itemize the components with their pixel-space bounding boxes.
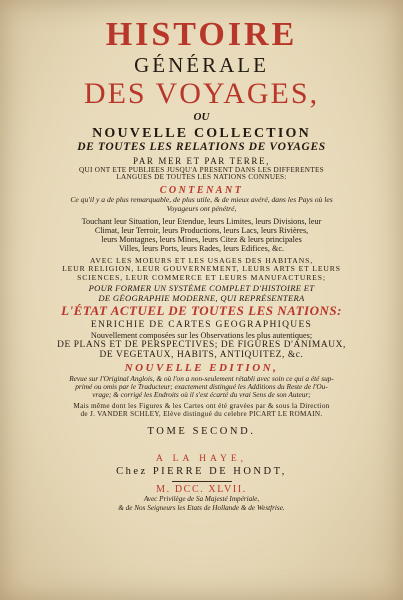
title-ou: OU bbox=[193, 111, 210, 124]
title-generale: GÉNÉRALE bbox=[134, 54, 269, 78]
imprint-publisher: Chez PIERRE DE HONDT, bbox=[116, 466, 287, 478]
tome-second: TOME SECOND. bbox=[147, 426, 256, 438]
pour-line-2: DE GÉOGRAPHIE MODERNE, QUI REPRÉSENTERA bbox=[98, 293, 305, 303]
imprint-rule bbox=[172, 481, 232, 482]
figures-line-2: de J. VANDER SCHLEY, Elève distingué du celebre PICART LE ROMAIN. bbox=[80, 410, 323, 418]
revue-line-1: Revue sur l'Original Anglois, & où l'on a non-seulement rétabli avec soin ce qui a été sup- bbox=[69, 374, 334, 383]
moeurs-line-1: AVEC LES MOEURS ET LES USAGES DES HABITANS, bbox=[89, 257, 314, 266]
revue-line-3: vrage; & corrigé les Endroits où il s'est écarté du vrai Sens de son Auteur; bbox=[92, 390, 311, 399]
imprint-year: M. DCC. XLVII. bbox=[156, 483, 247, 495]
title-des-voyages: DES VOYAGES, bbox=[83, 77, 320, 111]
imprint-place: A LA HAYE, bbox=[155, 454, 248, 464]
title-histoire: HISTOIRE bbox=[105, 16, 298, 53]
contenant-heading: CONTENANT bbox=[159, 185, 244, 197]
imprint-privilege-1: Avec Privilège de Sa Majesté Impériale, bbox=[143, 495, 260, 503]
enrichie-line-3: DE PLANS ET DE PERSPECTIVES; DE FIGURES D'ANIMAUX, bbox=[57, 339, 346, 350]
enrichie-line-1: ENRICHIE DE CARTES GÉOGRAPHIQUES bbox=[90, 320, 313, 331]
nouvelle-edition-heading: NOUVELLE EDITION, bbox=[124, 362, 279, 375]
subtitle-line-3: PAR MER ET PAR TERRE, bbox=[133, 156, 270, 166]
revue-line-2: primé ou omis par le Traducteur; exactement distingué les Additions du Reste de l'Ou- bbox=[75, 382, 328, 391]
imprint-privilege-2: & de Nos Seigneurs les Etats de Hollande & de Westfrise. bbox=[118, 504, 285, 512]
subtitle-line-4: QUI ONT ÉTÉ PUBLIÉES JUSQU'À PRÉSENT DANS LES DIFFÉRENTES bbox=[79, 166, 324, 174]
contents-line-1: Ce qu'il y a de plus remarquable, de plus utile, & de mieux avéré, dans les Pays où les bbox=[70, 196, 333, 205]
contents-line-6: Villes, leurs Ports, leurs Rades, leurs Edifices, &c. bbox=[118, 244, 285, 254]
subtitle-line-2: DE TOUTES LES RELATIONS DE VOYAGES bbox=[77, 140, 326, 153]
etat-actuel-heading: L'ÉTAT ACTUEL DE TOUTES LES NATIONS: bbox=[61, 304, 342, 319]
moeurs-line-2: LEUR RELIGION, LEUR GOUVERNEMENT, LEURS ARTS ET LEURS bbox=[62, 265, 341, 274]
enrichie-line-2: Nouvellement composées sur les Observations les plus autentiques; bbox=[90, 330, 313, 340]
enrichie-line-4: DE VÉGÉTAUX, HABITS, ANTIQUITEZ, &c. bbox=[99, 350, 304, 361]
contents-line-2: Voyageurs ont pénétré, bbox=[166, 204, 237, 213]
pour-line-1: POUR FORMER UN SYSTÈME COMPLET D'HISTOIRE ET bbox=[88, 284, 315, 294]
figures-line-1: Mais même dont les Figures & les Cartes ont été gravées par & sous la Direction bbox=[73, 402, 330, 410]
subtitle-line-5: LANGUES DE TOUTES LES NATIONS CONNUES: bbox=[116, 174, 287, 182]
contents-line-4: Climat, leur Terroir, leurs Productions, leurs Lacs, leurs Rivières, bbox=[94, 226, 309, 236]
moeurs-line-3: SCIENCES, LEUR COMMERCE ET LEURS MANUFACTURES; bbox=[77, 273, 326, 282]
contents-line-3: Touchant leur Situation, leur Etendue, leurs Limites, leurs Divisions, leur bbox=[81, 217, 322, 227]
subtitle-line-1: NOUVELLE COLLECTION bbox=[92, 125, 311, 141]
contents-line-5: leurs Montagnes, leurs Mines, leurs Citez & leurs principales bbox=[101, 235, 302, 245]
